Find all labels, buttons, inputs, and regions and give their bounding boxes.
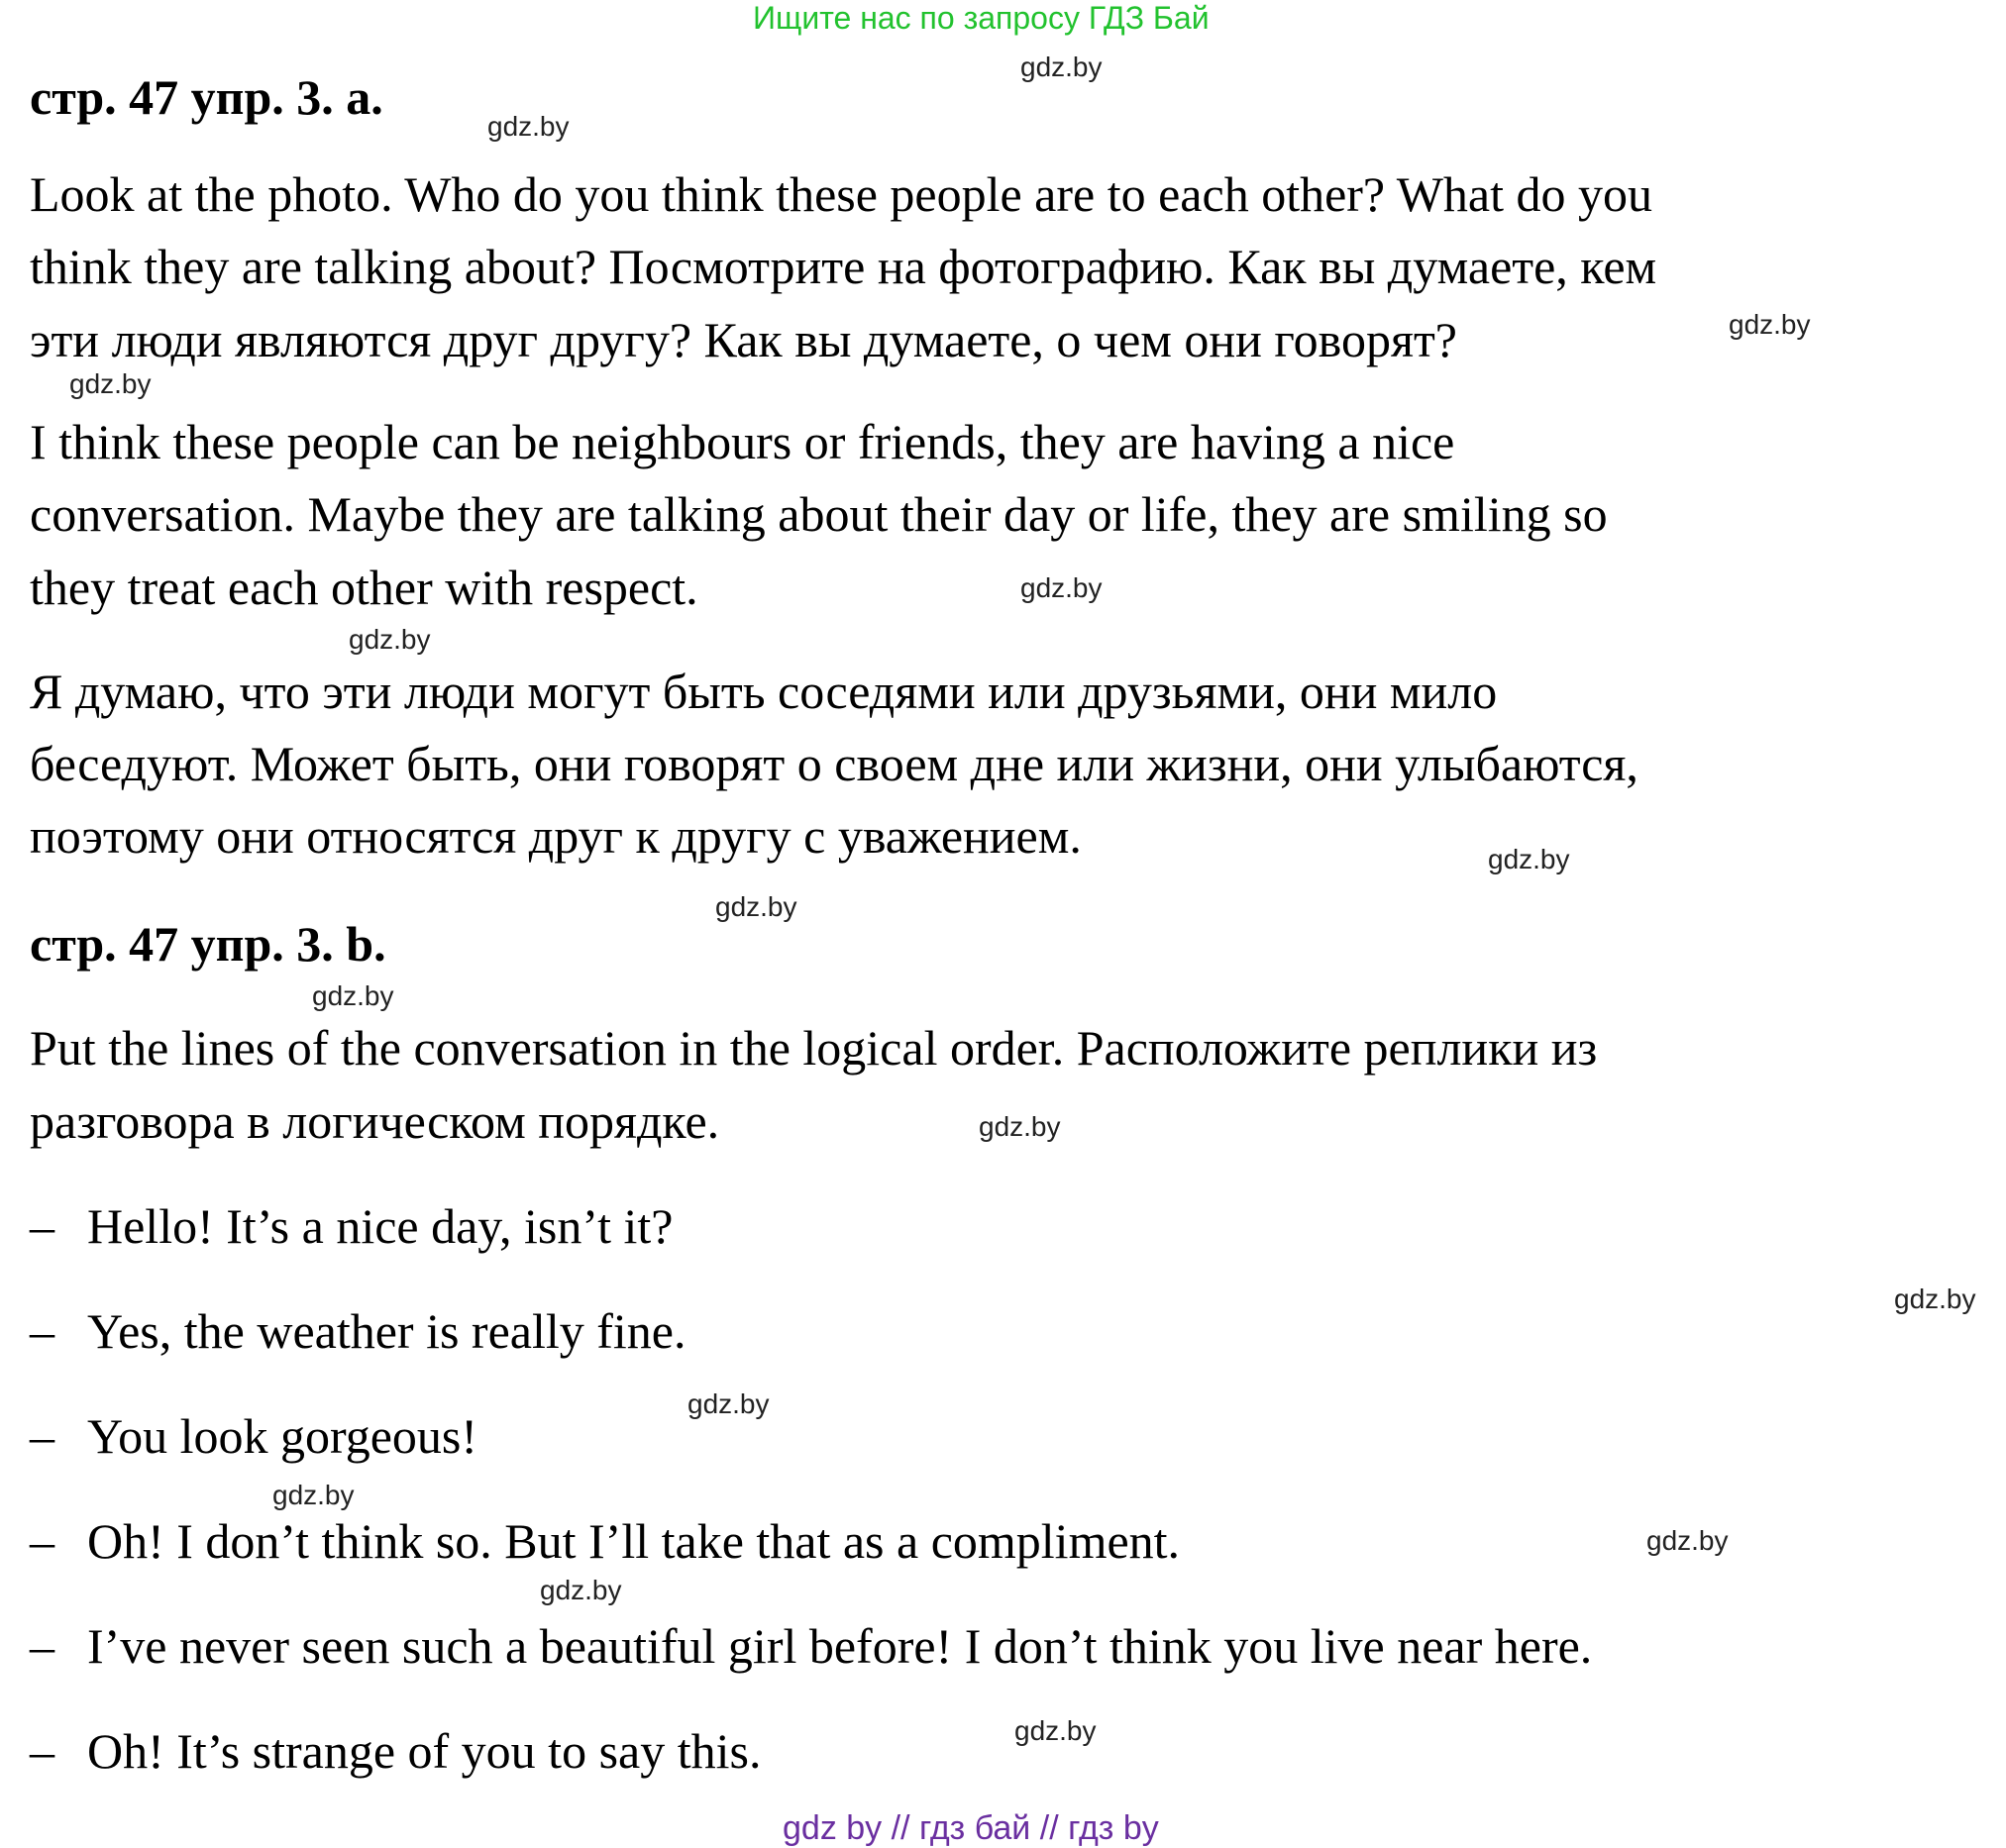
watermark: gdz.by (312, 980, 394, 1011)
watermark: gdz.by (1646, 1525, 1729, 1556)
watermark: gdz.by (487, 111, 570, 142)
section-b-heading: стр. 47 упр. 3. b. (30, 916, 386, 972)
dialogue-text: Hello! It’s a nice day, isn’t it? (87, 1198, 674, 1254)
dialogue-line (30, 1723, 761, 1779)
section-a-heading: стр. 47 упр. 3. a. (30, 69, 383, 125)
watermark: gdz.by (540, 1575, 622, 1605)
dialogue-line (30, 1198, 674, 1254)
task-a-line-1: Look at the photo. Who do you think these people are to each other? What do you (30, 166, 1652, 222)
dash-marker: – (30, 1303, 54, 1359)
watermark: gdz.by (1729, 309, 1811, 340)
task-b-line-1: Put the lines of the conversation in the logical order. Расположите реплики из (30, 1020, 1598, 1076)
dialogue-text: Yes, the weather is really fine. (87, 1303, 686, 1359)
watermark: gdz.by (272, 1480, 355, 1510)
dash-marker: – (30, 1198, 54, 1254)
dash-marker: – (30, 1513, 54, 1569)
dialogue-text: You look gorgeous! (87, 1408, 478, 1464)
dialogue-line (30, 1303, 686, 1359)
answer-ru-line-3: поэтому они относятся друг к другу с уважением. (30, 808, 1082, 864)
dialogue-text: Oh! I don’t think so. But I’ll take that as a compliment. (87, 1513, 1181, 1569)
task-a-line-2: think they are talking about? Посмотрите на фотографию. Как вы думаете, кем (30, 239, 1657, 294)
dash-marker: – (30, 1618, 54, 1674)
answer-en-line-3: they treat each other with respect. (30, 560, 698, 615)
watermark: gdz.by (1014, 1715, 1097, 1746)
watermark: gdz.by (1488, 844, 1570, 874)
answer-en-line-1: I think these people can be neighbours or friends, they are having a nice (30, 414, 1455, 469)
watermark: gdz.by (69, 368, 152, 399)
dialogue-line (30, 1618, 1592, 1674)
dialogue-line (30, 1513, 1180, 1569)
dialogue-text: I’ve never seen such a beautiful girl before! I don’t think you live near here. (87, 1618, 1593, 1674)
watermark: gdz.by (979, 1111, 1061, 1142)
dialogue-text: Oh! It’s strange of you to say this. (87, 1723, 762, 1779)
answer-ru-line-1: Я думаю, что эти люди могут быть соседями или друзьями, они мило (30, 664, 1498, 719)
site-banner: Ищите нас по запросу ГДЗ Бай (753, 0, 1210, 36)
watermark: gdz.by (1020, 51, 1103, 82)
answer-ru-line-2: беседуют. Может быть, они говорят о своем дне или жизни, они улыбаются, (30, 736, 1638, 791)
watermark: gdz.by (1020, 572, 1103, 603)
task-b-line-2: разговора в логическом порядке. (30, 1093, 720, 1149)
watermark: gdz.by (349, 624, 431, 655)
answer-en-line-2: conversation. Maybe they are talking about their day or life, they are smiling so (30, 486, 1608, 542)
dialogue-line (30, 1408, 477, 1464)
watermark: gdz.by (1894, 1283, 1976, 1314)
task-a-line-3: эти люди являются друг другу? Как вы думаете, о чем они говорят? (30, 312, 1457, 367)
watermark: gdz.by (715, 891, 797, 922)
watermark: gdz.by (687, 1388, 770, 1419)
dash-marker: – (30, 1408, 54, 1464)
footer-links: gdz by // гдз бай // гдз by (783, 1809, 1159, 1847)
dash-marker: – (30, 1723, 54, 1779)
